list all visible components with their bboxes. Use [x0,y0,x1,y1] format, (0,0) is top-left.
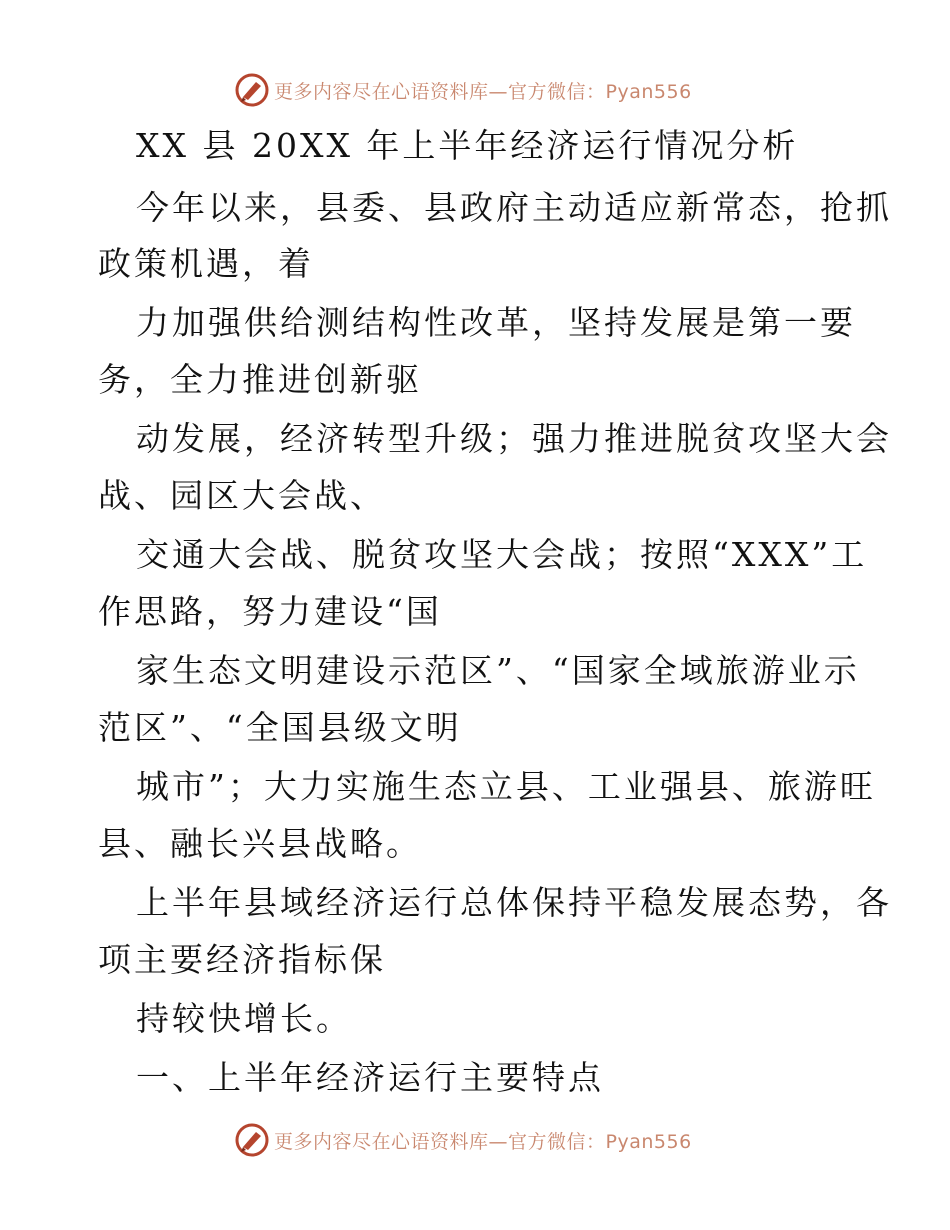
watermark-text: 更多内容尽在心语资料库—官方微信：Pyan556 [274,1130,692,1153]
paragraph-line: 持较快增长。 [136,999,352,1038]
paragraph-line: 战、园区大会战、 [98,476,386,515]
section-heading: 一、上半年经济运行主要特点 [136,1058,604,1097]
watermark-header [234,72,692,108]
document-title: XX 县 20XX 年上半年经济运行情况分析 [136,126,799,165]
paragraph-line: 项主要经济指标保 [98,940,386,979]
paragraph-line: 务，全力推进创新驱 [98,360,422,399]
paragraph-line: 政策机遇，着 [98,244,314,283]
watermark-footer [234,1122,692,1158]
paragraph-line: 城市”；大力实施生态立县、工业强县、旅游旺 [136,767,876,806]
paragraph-line: 上半年县域经济运行总体保持平稳发展态势，各 [136,883,892,922]
pen-in-circle-logo-icon [234,1122,270,1158]
paragraph-line: 今年以来，县委、县政府主动适应新常态，抢抓 [136,188,892,227]
paragraph-line: 范区”、“全国县级文明 [98,708,462,747]
paragraph-line: 交通大会战、脱贫攻坚大会战；按照“XXX”工 [136,535,868,574]
paragraph-line: 动发展，经济转型升级；强力推进脱贫攻坚大会 [136,419,892,458]
watermark-text: 更多内容尽在心语资料库—官方微信：Pyan556 [274,80,692,103]
paragraph-line: 作思路，努力建设“国 [98,592,442,631]
paragraph-line: 县、融长兴县战略。 [98,824,422,863]
pen-in-circle-logo-icon [234,72,270,108]
paragraph-line: 力加强供给测结构性改革，坚持发展是第一要 [136,303,856,342]
paragraph-line: 家生态文明建设示范区”、“国家全域旅游业示 [136,651,860,690]
